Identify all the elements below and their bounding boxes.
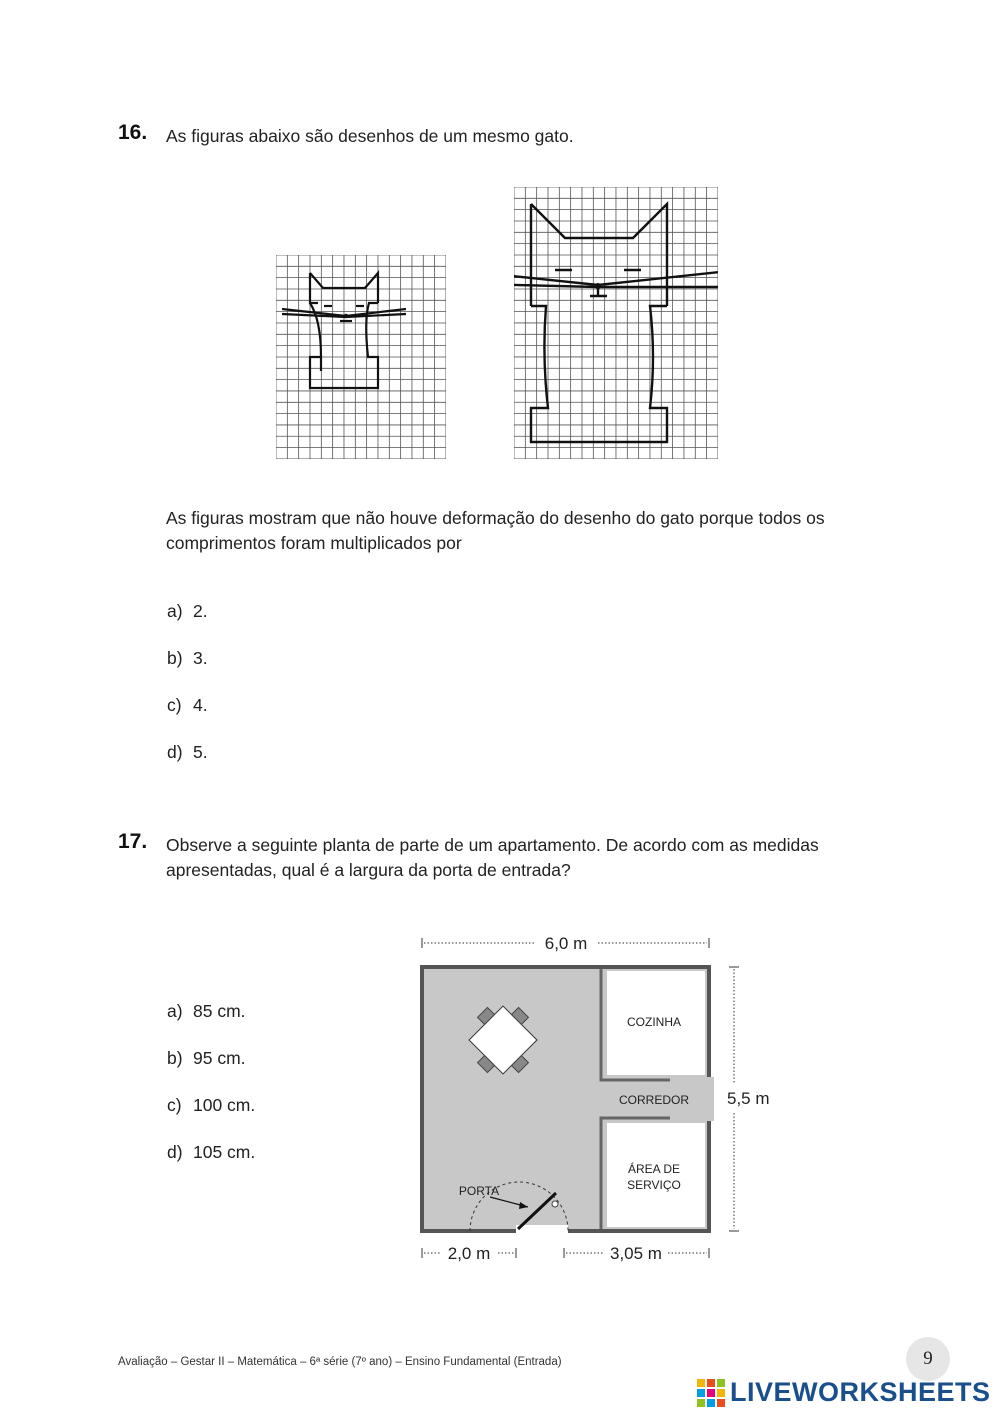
room-service-label-line1: ÁREA DE [627,1162,681,1176]
option-text: 2. [193,601,208,621]
q16-option-b[interactable] [167,648,208,669]
width-dimension-label: 6,0 m [544,934,588,953]
q16-option-d[interactable] [167,742,208,763]
floor-plan [410,925,790,1270]
brand-name: LIVEWORKSHEETS [730,1377,991,1407]
question-17-prompt-line1: Observe a seguinte planta de parte de um apartamento. De acordo com as medidas [166,835,819,855]
option-label: a) [167,1001,183,1021]
q16-option-a[interactable] [167,601,208,622]
question-16-statement-line1: As figuras mostram que não houve deformação do desenho do gato porque todos os [166,508,825,528]
footer-text: Avaliação – Gestar II – Matemática – 6ª série (7º ano) – Ensino Fundamental (Entrada) [118,1356,562,1368]
question-16-statement-line2: comprimentos foram multiplicados por [166,533,462,553]
option-text: 95 cm. [193,1048,246,1068]
option-text: 100 cm. [193,1095,256,1115]
height-dimension-label: 5,5 m [727,1089,770,1108]
question-16-prompt: As figuras abaixo são desenhos de um mesmo gato. [166,126,574,146]
right-dimension-label: 3,05 m [610,1244,662,1263]
q17-option-c[interactable] [167,1095,255,1116]
left-dimension-label: 2,0 m [447,1244,491,1263]
option-label: c) [167,695,182,715]
question-17-prompt-line2: apresentadas, qual é a largura da porta de entrada? [166,860,571,880]
option-label: d) [167,742,183,762]
q17-option-d[interactable] [167,1142,255,1163]
question-17-number: 17. [118,830,148,853]
large-cat-drawing [514,187,718,459]
room-kitchen-label: COZINHA [627,1015,681,1029]
option-label: b) [167,1048,183,1068]
option-label: d) [167,1142,183,1162]
liveworksheets-logo [696,1377,991,1408]
option-text: 4. [193,695,208,715]
room-corridor-label: CORREDOR [618,1093,690,1107]
door-label: PORTA [458,1184,500,1198]
q17-option-a[interactable] [167,1001,246,1022]
option-text: 105 cm. [193,1142,256,1162]
question-16-number: 16. [118,121,148,144]
option-text: 5. [193,742,208,762]
small-cat-drawing [276,255,446,459]
option-text: 85 cm. [193,1001,246,1021]
q16-option-c[interactable] [167,695,208,716]
option-text: 3. [193,648,208,668]
option-label: a) [167,601,183,621]
option-label: c) [167,1095,182,1115]
page-number: 9 [906,1337,950,1381]
brand-grid-icon [696,1378,726,1408]
room-service-label-line2: SERVIÇO [627,1178,681,1192]
q17-option-b[interactable] [167,1048,246,1069]
option-label: b) [167,648,183,668]
